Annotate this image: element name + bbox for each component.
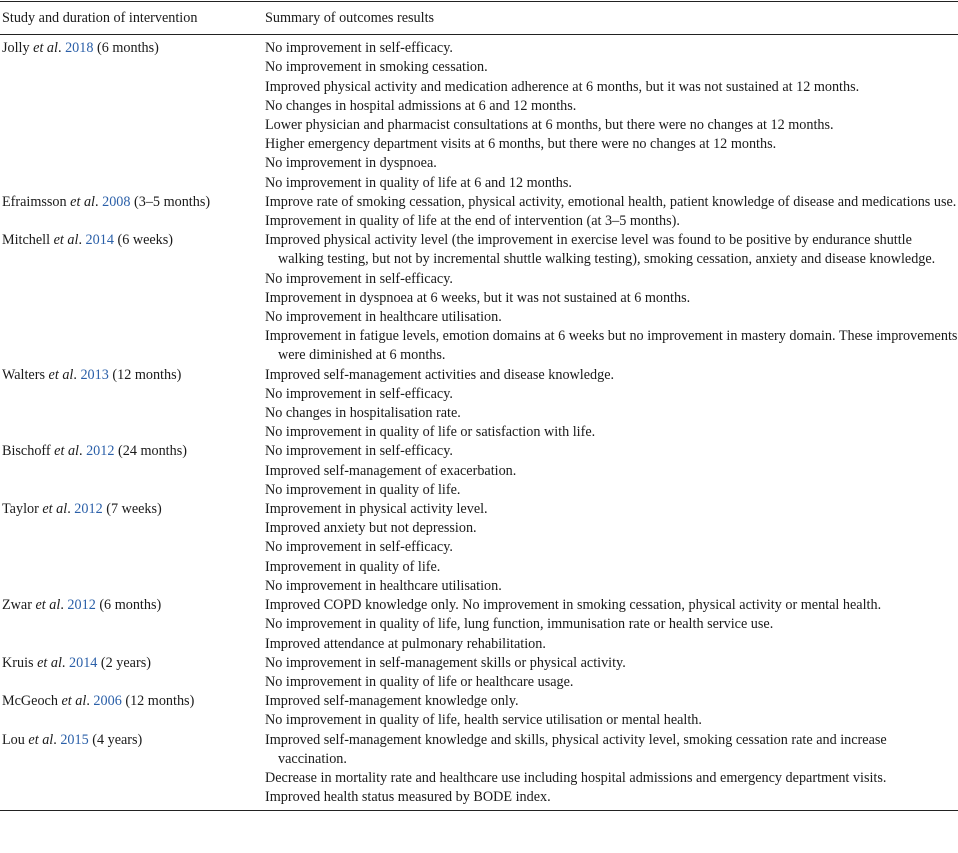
outcome-item: No improvement in quality of life at 6 and 12 months. <box>265 174 572 191</box>
study-duration: (4 years) <box>92 731 143 748</box>
outcome-item: Decrease in mortality rate and healthcare use including hospital admissions and emergency department visits. <box>265 769 887 786</box>
study-etal: et al <box>53 232 79 249</box>
study-duration: (3–5 months) <box>134 193 211 210</box>
outcome-item: No improvement in quality of life, lung function, immunisation rate or health service use. <box>265 616 774 633</box>
outcome-item: Improved health status measured by BODE index. <box>265 789 551 806</box>
table-row <box>0 654 958 692</box>
outcomes-cell <box>265 193 958 231</box>
outcome-item: Lower physician and pharmacist consultations at 6 months, but there were no changes at 12 months. <box>265 117 834 134</box>
table-body <box>0 35 958 807</box>
outcome-item: Higher emergency department visits at 6 months, but there were no changes at 12 months. <box>265 136 777 153</box>
study-year-link[interactable]: 2012 <box>86 443 115 460</box>
outcome-item: No changes in hospitalisation rate. <box>265 405 461 422</box>
study-cell <box>0 366 265 443</box>
study-sep: . <box>95 193 99 210</box>
outcome-item: Improved self-management activities and disease knowledge. <box>265 366 615 383</box>
outcomes-cell <box>265 231 958 365</box>
outcome-item: No improvement in quality of life or satisfaction with life. <box>265 424 596 441</box>
study-sep: . <box>78 232 82 249</box>
study-sep: . <box>73 366 77 383</box>
outcome-item: Improved physical activity level (the improvement in exercise level was found to be positive by endurance shuttle walking testing, but not by incremental shuttle walking testing), smoking cessation, anxiety and disease knowledge. <box>265 232 936 268</box>
study-etal: et al <box>70 193 95 210</box>
outcomes-cell <box>265 39 958 193</box>
outcome-item: Improve rate of smoking cessation, physical activity, emotional health, patient knowledge of disease and medications use. <box>265 193 957 210</box>
outcome-item: No improvement in self-efficacy. <box>265 443 453 460</box>
outcome-item: No changes in hospital admissions at 6 and 12 months. <box>265 97 577 114</box>
table-header <box>0 2 958 28</box>
outcome-item: No improvement in self-efficacy. <box>265 270 453 287</box>
study-year-link[interactable]: 2018 <box>65 40 94 57</box>
table-row <box>0 442 958 500</box>
study-etal: et al <box>37 654 62 671</box>
header-study: Study and duration of intervention <box>2 10 198 26</box>
outcome-item: No improvement in healthcare utilisation. <box>265 309 502 326</box>
outcomes-cell <box>265 692 958 730</box>
outcome-item: No improvement in smoking cessation. <box>265 59 488 76</box>
table-row <box>0 596 958 654</box>
study-sep: . <box>78 443 83 460</box>
study-cell <box>0 654 265 692</box>
study-year-link[interactable]: 2014 <box>85 232 114 249</box>
study-duration: (6 months) <box>99 597 162 614</box>
study-author: Efraimsson <box>2 193 67 210</box>
table-row <box>0 193 958 231</box>
outcomes-cell <box>265 500 958 596</box>
study-author: Jolly <box>2 40 30 57</box>
outcome-item: Improved self-management of exacerbation. <box>265 462 517 479</box>
study-cell <box>0 231 265 365</box>
header-outcomes: Summary of outcomes results <box>265 10 435 26</box>
outcome-item: No improvement in quality of life, health service utilisation or mental health. <box>265 712 702 729</box>
study-etal: et al <box>33 40 58 57</box>
study-etal: et al <box>61 693 87 710</box>
study-year-link[interactable]: 2008 <box>102 193 131 210</box>
outcomes-cell <box>265 654 958 692</box>
outcome-item: Improved physical activity and medication adherence at 6 months, but it was not sustained at 12 months. <box>265 78 860 95</box>
outcome-item: Improved COPD knowledge only. No improvement in smoking cessation, physical activity or mental health. <box>265 597 882 614</box>
study-author: Walters <box>2 366 45 383</box>
study-etal: et al <box>35 597 61 614</box>
study-cell <box>0 193 265 231</box>
study-etal: et al <box>48 366 74 383</box>
outcome-item: No improvement in quality of life. <box>265 481 461 498</box>
study-cell <box>0 39 265 193</box>
study-cell <box>0 596 265 654</box>
study-sep: . <box>57 40 62 57</box>
outcome-item: No improvement in quality of life or healthcare usage. <box>265 673 574 690</box>
study-etal: et al <box>54 443 79 460</box>
outcome-item: No improvement in self-efficacy. <box>265 539 453 556</box>
study-author: Taylor <box>2 501 39 518</box>
study-author: McGeoch <box>2 693 58 710</box>
study-author: Kruis <box>2 654 34 671</box>
study-author: Mitchell <box>2 232 51 249</box>
study-cell <box>0 500 265 596</box>
study-year-link[interactable]: 2006 <box>93 693 122 710</box>
study-year-link[interactable]: 2014 <box>69 654 98 671</box>
study-cell <box>0 442 265 500</box>
table-row <box>0 231 958 365</box>
study-year-link[interactable]: 2013 <box>80 366 109 383</box>
outcome-item: Improved self-management knowledge only. <box>265 693 519 710</box>
study-year-link[interactable]: 2012 <box>67 597 96 614</box>
study-duration: (7 weeks) <box>106 501 162 518</box>
table-bottom-rule <box>0 810 958 811</box>
study-duration: (6 weeks) <box>117 232 174 249</box>
outcome-item: Improvement in fatigue levels, emotion domains at 6 weeks but no improvement in mastery domain. These improvements were diminished at 6 months. <box>265 328 958 364</box>
study-duration: (12 months) <box>112 366 182 383</box>
study-sep: . <box>86 693 90 710</box>
outcomes-cell <box>265 731 958 808</box>
outcome-item: No improvement in self-efficacy. <box>265 40 453 57</box>
study-year-link[interactable]: 2015 <box>60 731 89 748</box>
table-row <box>0 39 958 193</box>
outcome-item: Improvement in dyspnoea at 6 weeks, but it was not sustained at 6 months. <box>265 289 691 306</box>
outcome-item: Improved attendance at pulmonary rehabilitation. <box>265 635 546 652</box>
study-duration: (2 years) <box>100 654 151 671</box>
outcomes-cell <box>265 596 958 654</box>
study-sep: . <box>60 597 64 614</box>
table-row <box>0 366 958 443</box>
table-row <box>0 500 958 596</box>
table-row <box>0 731 958 808</box>
study-sep: . <box>53 731 57 748</box>
study-duration: (24 months) <box>118 443 187 460</box>
outcome-item: No improvement in self-management skills or physical activity. <box>265 654 626 671</box>
outcomes-table <box>0 1 958 811</box>
table-row <box>0 692 958 730</box>
outcome-item: Improvement in physical activity level. <box>265 501 488 518</box>
study-cell <box>0 692 265 730</box>
outcome-item: Improvement in quality of life. <box>265 558 441 575</box>
study-sep: . <box>61 654 66 671</box>
outcome-item: No improvement in self-efficacy. <box>265 385 453 402</box>
study-author: Zwar <box>2 597 32 614</box>
study-author: Bischoff <box>2 443 51 460</box>
study-duration: (12 months) <box>125 693 195 710</box>
study-year-link[interactable]: 2012 <box>74 501 103 518</box>
outcome-item: Improvement in quality of life at the end of intervention (at 3–5 months). <box>265 213 680 230</box>
study-etal: et al <box>28 731 54 748</box>
study-sep: . <box>67 501 71 518</box>
outcome-item: Improved anxiety but not depression. <box>265 520 477 537</box>
study-etal: et al <box>42 501 68 518</box>
study-duration: (6 months) <box>96 40 159 57</box>
outcome-item: Improved self-management knowledge and skills, physical activity level, smoking cessation rate and increase vaccination. <box>265 731 887 767</box>
study-cell <box>0 731 265 808</box>
study-author: Lou <box>2 731 25 748</box>
outcomes-cell <box>265 366 958 443</box>
outcomes-cell <box>265 442 958 500</box>
outcome-item: No improvement in dyspnoea. <box>265 155 437 172</box>
outcome-item: No improvement in healthcare utilisation. <box>265 577 502 594</box>
